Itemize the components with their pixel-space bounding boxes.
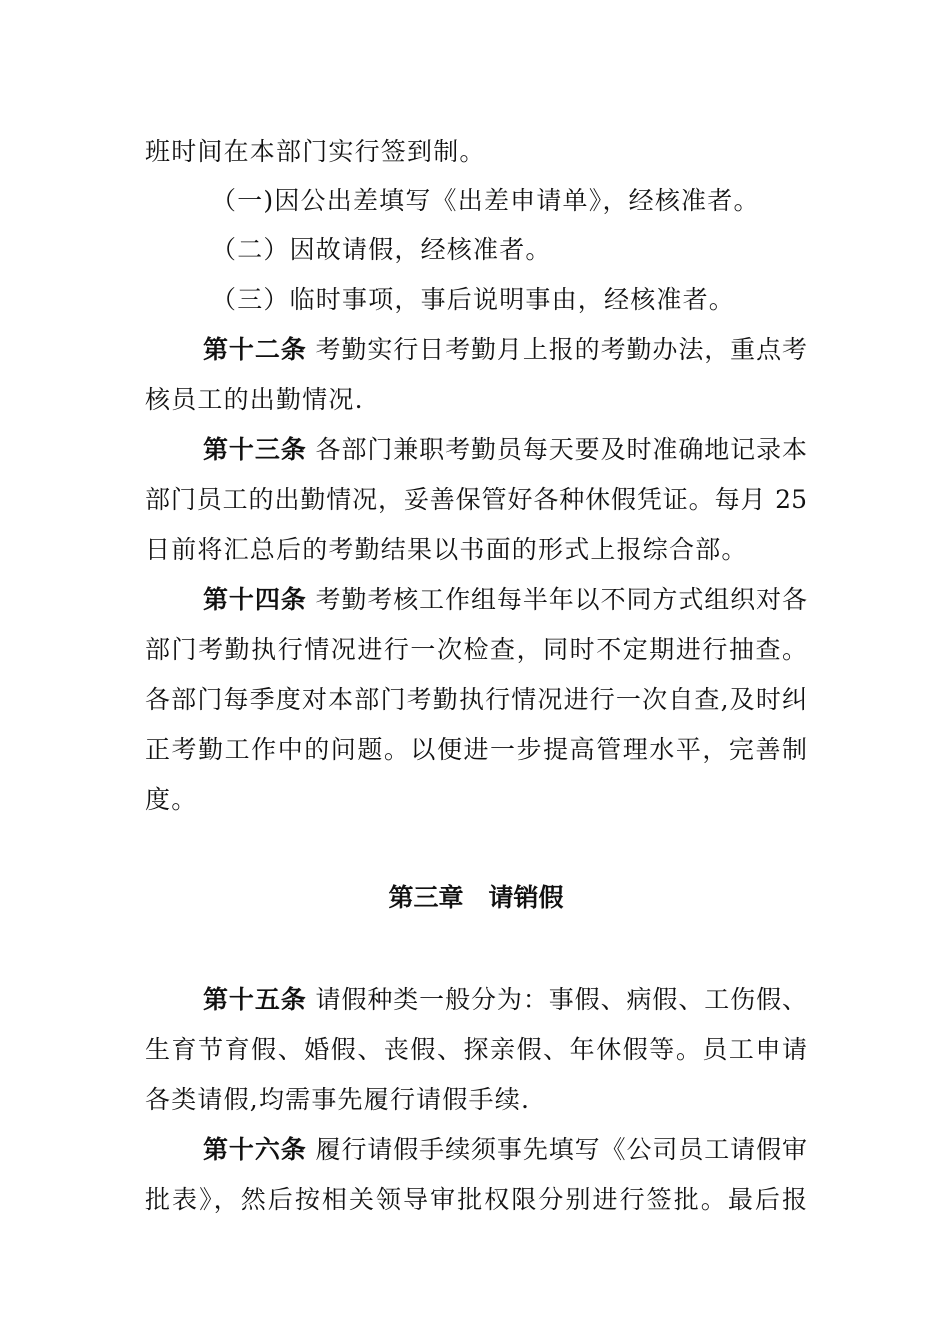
article-12-title: 第十二条	[203, 335, 307, 364]
text-line: 班时间在本部门实行签到制。	[145, 137, 486, 166]
text-line: 部门员工的出勤情况，妥善保管好各种休假凭证。每月 25	[145, 485, 807, 514]
text-line: 日前将汇总后的考勤结果以书面的形式上报综合部。	[145, 535, 748, 564]
text-line: 核员工的出勤情况.	[145, 385, 364, 414]
text-line: （二）因故请假，经核准者。	[211, 235, 552, 264]
article-14-first-line	[203, 584, 807, 616]
text-line: 度。	[145, 785, 198, 814]
article-15-first-line	[203, 984, 807, 1016]
text-line: （三）临时事项，事后说明事由，经核准者。	[211, 285, 736, 314]
article-15-title: 第十五条	[203, 985, 307, 1014]
chapter-heading: 第三章 请销假	[388, 883, 564, 912]
article-12-text: 考勤实行日考勤月上报的考勤办法，重点考	[315, 335, 807, 364]
text-line: 生育节育假、婚假、丧假、探亲假、年休假等。员工申请	[145, 1035, 807, 1064]
article-16-text: 履行请假手续须事先填写《公司员工请假审	[315, 1135, 807, 1164]
article-16-first-line	[203, 1134, 807, 1166]
text-line: （一)因公出差填写《出差申请单》，经核准者。	[211, 186, 760, 215]
article-13-first-line	[203, 434, 807, 466]
text-line: 部门考勤执行情况进行一次检查，同时不定期进行抽查。	[145, 635, 807, 664]
text-line: 各部门每季度对本部门考勤执行情况进行一次自查,及时纠	[145, 685, 807, 714]
article-16-title: 第十六条	[203, 1135, 307, 1164]
article-13-title: 第十三条	[203, 435, 307, 464]
article-15-text: 请假种类一般分为：事假、病假、工伤假、	[315, 985, 807, 1014]
text-line: 各类请假,均需事先履行请假手续.	[145, 1085, 531, 1114]
article-12-first-line	[203, 334, 807, 366]
article-13-text: 各部门兼职考勤员每天要及时准确地记录本	[315, 435, 807, 464]
text-line: 批表》，然后按相关领导审批权限分别进行签批。最后报	[145, 1185, 807, 1214]
article-14-title: 第十四条	[203, 585, 307, 614]
text-line: 正考勤工作中的问题。以便进一步提高管理水平，完善制	[145, 735, 807, 764]
article-14-text: 考勤考核工作组每半年以不同方式组织对各	[315, 585, 807, 614]
